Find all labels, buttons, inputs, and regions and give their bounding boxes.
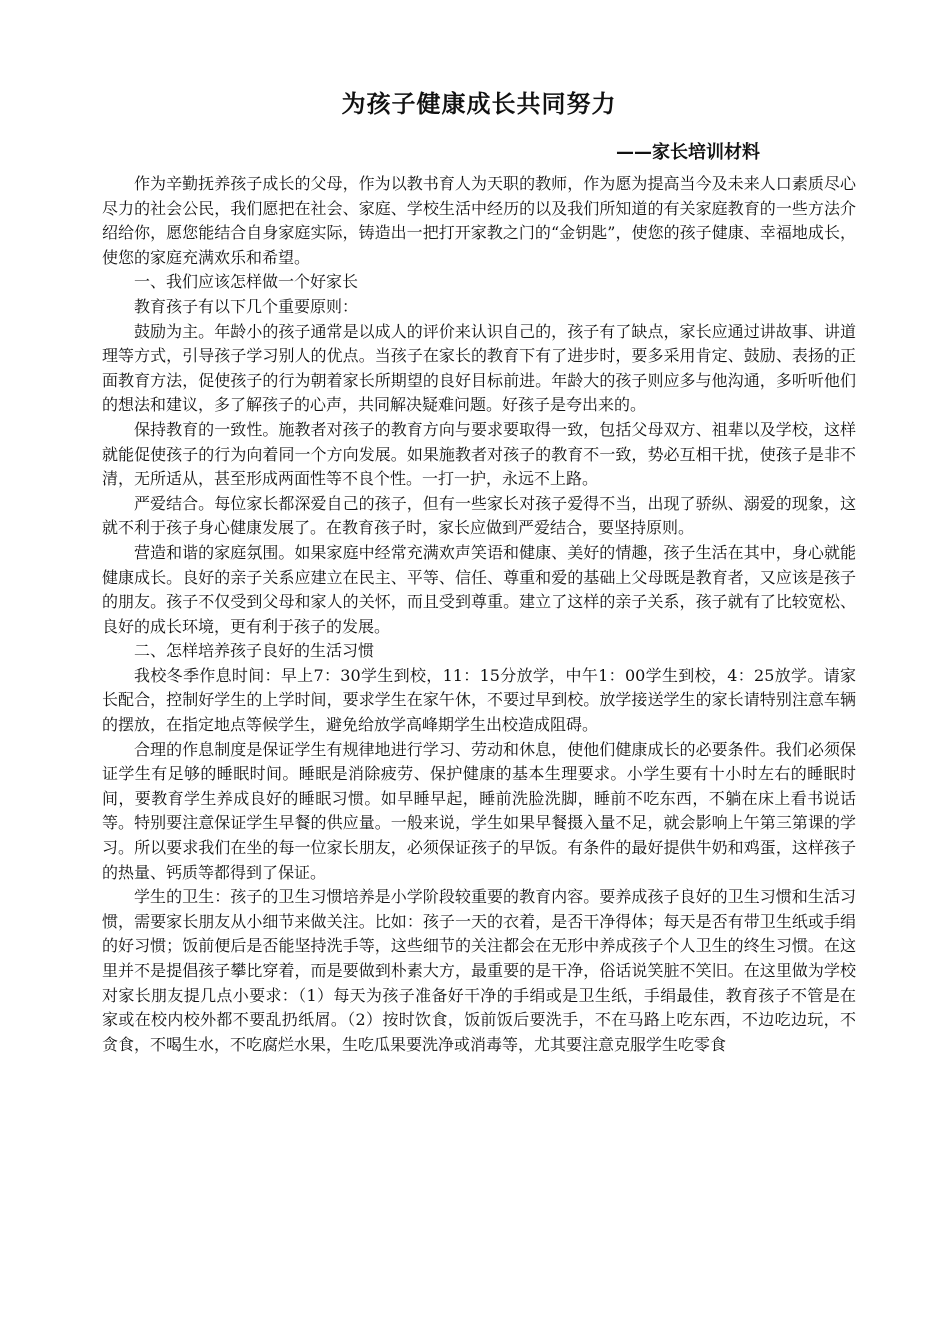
document-title: 为孩子健康成长共同努力 (341, 90, 617, 118)
section-heading-1: 一、我们应该怎样做一个好家长 (134, 272, 359, 292)
paragraph-consistency: 保持教育的一致性。施教者对孩子的教育方向与要求要取得一致，包括父母双方、祖辈以及学校，这样就能促使孩子的行为向着同一个方向发展。如果施教者对孩子的教育不一致，势必互相干扰，使孩子是非不清，无所适从，甚至形成两面性等不良个性。一打一护，永远不上路。 (102, 419, 856, 489)
paragraph-strict-love: 严爱结合。每位家长都深爱自己的孩子，但有一些家长对孩子爱得不当，出现了骄纵、溺爱的现象，这就不利于孩子身心健康发展了。在教育孩子时，家长应做到严爱结合，要坚持原则。 (102, 493, 856, 538)
paragraph-schedule: 我校冬季作息时间：早上7：30学生到校，11：15分放学，中午1：00学生到校，4：25放学。请家长配合，控制好学生的上学时间，要求学生在家午休，不要过早到校。放学接送学生的家长请特别注意车辆的摆放，在指定地点等候学生，避免给放学高峰期学生出校造成阻碍。 (102, 665, 856, 735)
paragraph-intro: 作为辛勤抚养孩子成长的父母，作为以教书育人为天职的教师，作为愿为提高当今及未来人口素质尽心尽力的社会公民，我们愿把在社会、家庭、学校生活中经历的以及我们所知道的有关家庭教育的一些方法介绍给你，愿您能结合自身家庭实际，铸造出一把打开家教之门的“金钥匙”，使您的孩子健康、幸福地成长，使您的家庭充满欢乐和希望。 (102, 174, 856, 267)
paragraph-rest: 合理的作息制度是保证学生有规律地进行学习、劳动和休息，使他们健康成长的必要条件。我们必须保证学生有足够的睡眠时间。睡眠是消除疲劳、保护健康的基本生理要求。小学生要有十小时左右的睡眠时间，要教育学生养成良好的睡眠习惯。如早睡早起，睡前洗脸洗脚，睡前不吃东西，不躺在床上看书说话等。特别要注意保证学生早餐的供应量。一般来说，学生如果早餐摄入量不足，就会影响上午第三第课的学习。所以要求我们在坐的每一位家长朋友，必须保证孩子的早饭。有条件的最好提供牛奶和鸡蛋，这样孩子的热量、钙质等都得到了保证。 (102, 739, 856, 882)
section-heading-2: 二、怎样培养孩子良好的生活习惯 (134, 641, 375, 661)
paragraph-harmony: 营造和谐的家庭氛围。如果家庭中经常充满欢声笑语和健康、美好的情趣，孩子生活在其中，身心就能健康成长。良好的亲子关系应建立在民主、平等、信任、尊重和爱的基础上父母既是教育者，又应该是孩子的朋友。孩子不仅受到父母和家人的关怀，而且受到尊重。建立了这样的亲子关系，孩子就有了比较宽松、良好的成长环境，更有利于孩子的发展。 (102, 542, 856, 636)
paragraph-encouragement: 鼓励为主。年龄小的孩子通常是以成人的评价来认识自己的，孩子有了缺点，家长应通过讲故事、讲道理等方式，引导孩子学习别人的优点。当孩子在家长的教育下有了进步时，要多采用肯定、鼓励、表扬的正面教育方法，促使孩子的行为朝着家长所期望的良好目标前进。年龄大的孩子则应多与他沟通，多听听他们的想法和建议，多了解孩子的心声，共同解决疑难问题。好孩子是夸出来的。 (102, 321, 856, 415)
document-page (102, 84, 856, 1057)
paragraph-principles-intro: 教育孩子有以下几个重要原则： (134, 296, 359, 316)
paragraph-hygiene: 学生的卫生：孩子的卫生习惯培养是小学阶段较重要的教育内容。要养成孩子良好的卫生习惯和生活习惯，需要家长朋友从小细节来做关注。比如：孩子一天的衣着，是否干净得体；每天是否有带卫生纸或手绢的好习惯；饭前便后是否能坚持洗手等，这些细节的关注都会在无形中养成孩子个人卫生的终生习惯。在这里并不是提倡孩子攀比穿着，而是要做到朴素大方，最重要的是干净，俗话说笑脏不笑旧。在这里做为学校对家长朋友提几点小要求：（1）每天为孩子准备好干净的手绢或是卫生纸，手绢最佳，教育孩子不管是在家或在校内校外都不要乱扔纸屑。（2）按时饮食，饭前饭后要洗手，不在马路上吃东西，不边吃边玩，不贪食，不喝生水，不吃腐烂水果，生吃瓜果要洗净或消毒等，尤其要注意克服学生吃零食 (102, 887, 856, 1054)
document-body (102, 172, 856, 1057)
document-subtitle: ——家长培训材料 (616, 142, 760, 163)
